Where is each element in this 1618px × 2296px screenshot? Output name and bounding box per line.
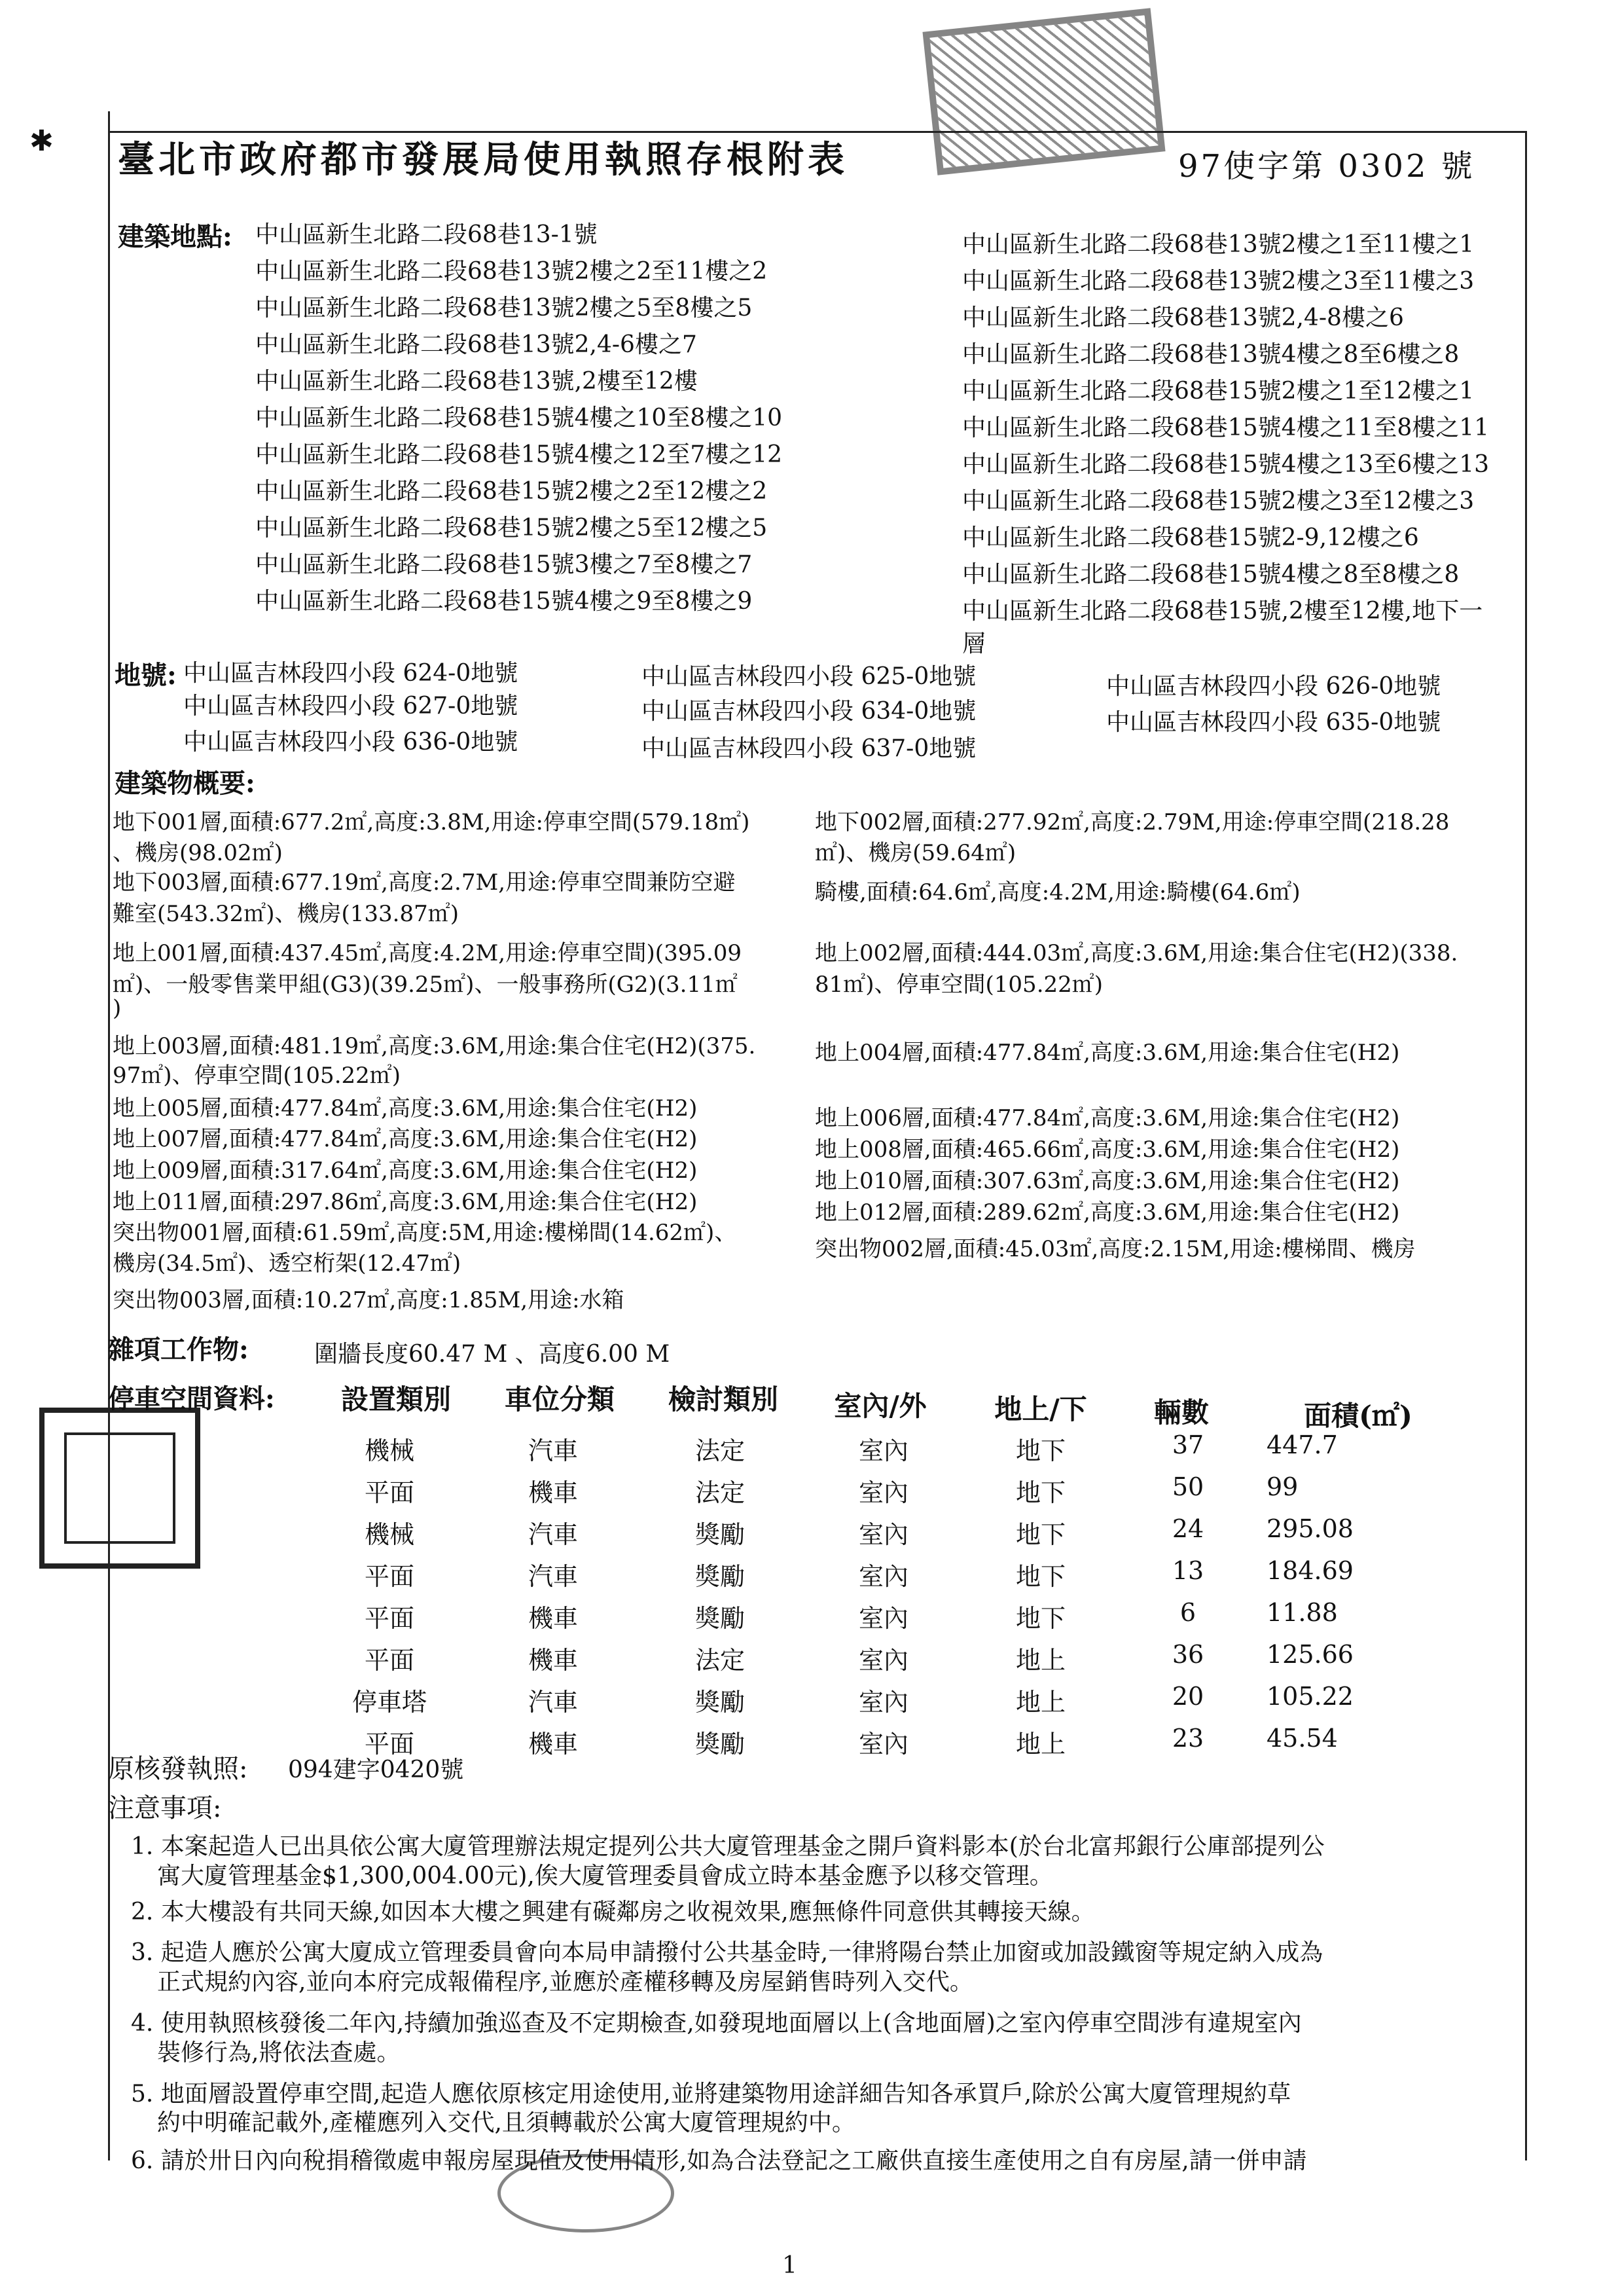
note-line: 正式規約內容,並向本府完成報備程序,並應於產權移轉及房屋銷售時列入交代。 <box>157 1969 973 1995</box>
address-line: 中山區新生北路二段68巷13號2,4-6樓之7 <box>255 331 697 358</box>
parking-cell: 獎勵 <box>694 1604 745 1633</box>
address-line: 中山區新生北路二段68巷13號2樓之5至8樓之5 <box>255 295 753 321</box>
parking-cell: 11.88 <box>1267 1598 1338 1627</box>
lot-label: 地號: <box>115 660 177 691</box>
parking-cell: 平面 <box>364 1646 414 1675</box>
address-line: 中山區新生北路二段68巷15號2樓之1至12樓之1 <box>962 378 1475 405</box>
signature-mark: ✱ <box>29 124 54 158</box>
address-line: 中山區新生北路二段68巷15號4樓之13至6樓之13 <box>962 451 1490 478</box>
address-line: 層 <box>962 630 986 657</box>
parking-cell: 獎勵 <box>694 1688 745 1717</box>
overview-line: 地上011層,面積:297.86㎡,高度:3.6M,用途:集合住宅(H2) <box>113 1189 698 1215</box>
notes-label: 注意事項: <box>108 1793 222 1823</box>
original-permit-label: 原核發執照: <box>108 1754 248 1784</box>
parking-header-cell: 檢討類別 <box>668 1383 778 1415</box>
address-line: 中山區新生北路二段68巷15號4樓之12至7樓之12 <box>255 441 783 468</box>
overview-line: 地上003層,面積:481.19㎡,高度:3.6M,用途:集合住宅(H2)(375. <box>113 1033 756 1059</box>
address-line: 中山區新生北路二段68巷13號2,4-8樓之6 <box>962 304 1404 331</box>
parking-cell: 地下 <box>1015 1604 1066 1633</box>
address-line: 中山區新生北路二段68巷13號2樓之2至11樓之2 <box>255 258 768 285</box>
parking-cell: 獎勵 <box>694 1520 745 1549</box>
parking-cell: 室內 <box>858 1604 908 1633</box>
overview-line: 地上005層,面積:477.84㎡,高度:3.6M,用途:集合住宅(H2) <box>113 1095 698 1121</box>
overview-line: 地上008層,面積:465.66㎡,高度:3.6M,用途:集合住宅(H2) <box>815 1137 1400 1163</box>
parking-header-cell: 室內/外 <box>834 1390 927 1422</box>
parking-cell: 地下 <box>1015 1436 1066 1465</box>
address-line: 中山區新生北路二段68巷15號3樓之7至8樓之7 <box>255 551 753 578</box>
overview-line: 難室(543.32㎡)、機房(133.87㎡) <box>113 901 459 927</box>
parking-cell: 24 <box>1172 1514 1204 1543</box>
parking-cell: 地上 <box>1015 1730 1066 1758</box>
parking-cell: 99 <box>1267 1472 1299 1501</box>
note-line: 1. 本案起造人已出具依公寓大廈管理辦法規定提列公共大廈管理基金之開戶資料影本(於台北富邦銀行公庫部提列公 <box>131 1833 1325 1860</box>
parking-cell: 機車 <box>528 1730 578 1758</box>
note-line: 6. 請於卅日內向稅捐稽徵處申報房屋現值及使用情形,如為合法登記之工廠供直接生產使用之自有房屋,請一併申請 <box>131 2147 1307 2174</box>
parking-cell: 汽車 <box>528 1688 578 1717</box>
address-line: 中山區新生北路二段68巷15號4樓之11至8樓之11 <box>962 414 1490 441</box>
address-line: 中山區新生北路二段68巷13號2樓之1至11樓之1 <box>962 231 1475 258</box>
parking-cell: 法定 <box>694 1436 745 1465</box>
note-line: 2. 本大樓設有共同天線,如因本大樓之興建有礙鄰房之收視效果,應無條件同意供其轉接天線。 <box>131 1899 1095 1925</box>
note-line: 4. 使用執照核發後二年內,持續加強巡查及不定期檢查,如發現地面層以上(含地面層)之室內停車空間涉有違規室內 <box>131 2010 1302 2037</box>
parking-cell: 平面 <box>364 1478 414 1507</box>
parking-cell: 184.69 <box>1267 1556 1354 1585</box>
parking-cell: 20 <box>1172 1682 1204 1711</box>
address-line: 中山區新生北路二段68巷15號4樓之10至8樓之10 <box>255 405 783 431</box>
parking-cell: 平面 <box>364 1562 414 1591</box>
overview-line: 地上006層,面積:477.84㎡,高度:3.6M,用途:集合住宅(H2) <box>815 1105 1400 1131</box>
overview-line: 騎樓,面積:64.6㎡,高度:4.2M,用途:騎樓(64.6㎡) <box>815 879 1301 905</box>
overview-line: 突出物001層,面積:61.59㎡,高度:5M,用途:樓梯間(14.62㎡)、 <box>113 1220 737 1246</box>
page-number: 1 <box>782 2252 797 2279</box>
parking-cell: 室內 <box>858 1730 908 1758</box>
parking-cell: 室內 <box>858 1688 908 1717</box>
misc-value: 圍牆長度60.47 M 、高度6.00 M <box>314 1341 670 1368</box>
parking-cell: 汽車 <box>528 1436 578 1465</box>
parking-cell: 室內 <box>858 1478 908 1507</box>
parking-header-cell: 車位分類 <box>504 1383 615 1415</box>
parking-cell: 平面 <box>364 1730 414 1758</box>
parking-cell: 45.54 <box>1267 1724 1338 1753</box>
address-line: 中山區新生北路二段68巷13號2樓之3至11樓之3 <box>962 268 1475 295</box>
overview-line: 、機房(98.02㎡) <box>113 840 283 866</box>
overview-line: 地上009層,面積:317.64㎡,高度:3.6M,用途:集合住宅(H2) <box>113 1157 698 1184</box>
parking-header-cell: 輛數 <box>1153 1396 1209 1429</box>
parking-cell: 法定 <box>694 1478 745 1507</box>
lot-number: 中山區吉林段四小段 634-0地號 <box>641 698 977 725</box>
parking-cell: 室內 <box>858 1562 908 1591</box>
overview-line: 地上001層,面積:437.45㎡,高度:4.2M,用途:停車空間)(395.09 <box>113 940 742 966</box>
address-line: 中山區新生北路二段68巷15號4樓之8至8樓之8 <box>962 561 1460 588</box>
note-line: 5. 地面層設置停車空間,起造人應依原核定用途使用,並將建築物用途詳細告知各承買戶,除於公寓大廈管理規約草 <box>131 2081 1291 2107</box>
lot-number: 中山區吉林段四小段 635-0地號 <box>1106 709 1441 736</box>
parking-header-cell: 面積(㎡) <box>1304 1400 1412 1432</box>
parking-label: 停車空間資料: <box>108 1383 275 1414</box>
note-line: 3. 起造人應於公寓大廈成立管理委員會向本局申請撥付公共基金時,一律將陽台禁止加窗或加設鐵窗等規定納入成為 <box>131 1939 1323 1966</box>
overview-line: 地上004層,面積:477.84㎡,高度:3.6M,用途:集合住宅(H2) <box>815 1040 1400 1066</box>
parking-cell: 機車 <box>528 1646 578 1675</box>
overview-line: ㎡)、機房(59.64㎡) <box>815 840 1016 866</box>
parking-header-cell: 設置類別 <box>340 1383 451 1415</box>
parking-cell: 13 <box>1172 1556 1204 1585</box>
misc-label: 雜項工作物: <box>108 1334 249 1365</box>
lot-number: 中山區吉林段四小段 636-0地號 <box>183 729 518 756</box>
overview-line: 地上012層,面積:289.62㎡,高度:3.6M,用途:集合住宅(H2) <box>815 1199 1400 1226</box>
parking-cell: 機車 <box>528 1478 578 1507</box>
address-line: 中山區新生北路二段68巷13-1號 <box>255 221 598 248</box>
top-seal-stamp <box>922 8 1165 175</box>
parking-cell: 機械 <box>364 1520 414 1549</box>
parking-cell: 室內 <box>858 1646 908 1675</box>
parking-cell: 125.66 <box>1267 1640 1354 1669</box>
lot-number: 中山區吉林段四小段 624-0地號 <box>183 660 518 687</box>
address-line: 中山區新生北路二段68巷15號2樓之2至12樓之2 <box>255 478 768 505</box>
parking-cell: 36 <box>1172 1640 1204 1669</box>
overview-line: 地下003層,面積:677.19㎡,高度:2.7M,用途:停車空間兼防空避 <box>113 869 736 896</box>
parking-cell: 37 <box>1172 1430 1204 1459</box>
parking-cell: 法定 <box>694 1646 745 1675</box>
parking-cell: 室內 <box>858 1520 908 1549</box>
parking-cell: 地上 <box>1015 1646 1066 1675</box>
lot-number: 中山區吉林段四小段 637-0地號 <box>641 735 977 762</box>
parking-cell: 獎勵 <box>694 1562 745 1591</box>
parking-cell: 105.22 <box>1267 1682 1354 1711</box>
frame-left-border <box>108 111 110 2160</box>
note-line: 寓大廈管理基金$1,300,004.00元),俟大廈管理委員會成立時本基金應予以移交管理。 <box>157 1863 1053 1889</box>
parking-header-cell: 地上/下 <box>994 1393 1087 1425</box>
address-line: 中山區新生北路二段68巷15號2樓之5至12樓之5 <box>255 515 768 541</box>
document-number: 97使字第 0302 號 <box>1178 148 1475 185</box>
parking-cell: 447.7 <box>1267 1430 1338 1459</box>
overview-line: 97㎡)、停車空間(105.22㎡) <box>113 1063 401 1089</box>
overview-label: 建築物概要: <box>115 768 255 799</box>
lot-number: 中山區吉林段四小段 627-0地號 <box>183 693 518 720</box>
parking-cell: 地下 <box>1015 1562 1066 1591</box>
parking-cell: 295.08 <box>1267 1514 1354 1543</box>
page-title: 臺北市政府都市發展局使用執照存根附表 <box>118 138 848 181</box>
parking-cell: 獎勵 <box>694 1730 745 1758</box>
parking-cell: 50 <box>1172 1472 1204 1501</box>
parking-cell: 地下 <box>1015 1478 1066 1507</box>
note-line: 約中明確記載外,產權應列入交代,且須轉載於公寓大廈管理規約中。 <box>157 2109 855 2136</box>
parking-cell: 機械 <box>364 1436 414 1465</box>
address-line: 中山區新生北路二段68巷15號4樓之9至8樓之9 <box>255 588 753 615</box>
overview-line: 機房(34.5㎡)、透空桁架(12.47㎡) <box>113 1250 461 1277</box>
address-line: 中山區新生北路二段68巷15號2樓之3至12樓之3 <box>962 488 1475 515</box>
parking-cell: 停車塔 <box>351 1688 427 1717</box>
original-permit-value: 094建字0420號 <box>288 1757 464 1783</box>
overview-line: 81㎡)、停車空間(105.22㎡) <box>815 972 1104 998</box>
parking-cell: 室內 <box>858 1436 908 1465</box>
address-line: 中山區新生北路二段68巷13號4樓之8至6樓之8 <box>962 341 1460 368</box>
overview-line: ㎡)、一般零售業甲組(G3)(39.25㎡)、一般事務所(G2)(3.11㎡ <box>113 972 738 998</box>
address-line: 中山區新生北路二段68巷15號,2樓至12樓,地下一 <box>962 598 1483 625</box>
parking-cell: 23 <box>1172 1724 1204 1753</box>
parking-cell: 機車 <box>528 1604 578 1633</box>
address-line: 中山區新生北路二段68巷15號2-9,12樓之6 <box>962 524 1419 551</box>
overview-line: 地上007層,面積:477.84㎡,高度:3.6M,用途:集合住宅(H2) <box>113 1126 698 1152</box>
overview-line: 地下002層,面積:277.92㎡,高度:2.79M,用途:停車空間(218.28 <box>815 809 1450 835</box>
lot-number: 中山區吉林段四小段 625-0地號 <box>641 663 977 690</box>
parking-cell: 6 <box>1179 1598 1196 1627</box>
note-line: 裝修行為,將依法查處。 <box>157 2039 401 2066</box>
parking-cell: 汽車 <box>528 1562 578 1591</box>
address-line: 中山區新生北路二段68巷13號,2樓至12樓 <box>255 368 698 395</box>
frame-right-border <box>1525 131 1527 2160</box>
address-label: 建築地點: <box>118 221 232 252</box>
overview-line: 地上010層,面積:307.63㎡,高度:3.6M,用途:集合住宅(H2) <box>815 1168 1400 1194</box>
overview-line: ) <box>113 995 122 1021</box>
side-seal-stamp <box>39 1408 200 1569</box>
lot-number: 中山區吉林段四小段 626-0地號 <box>1106 673 1441 700</box>
overview-line: 突出物003層,面積:10.27㎡,高度:1.85M,用途:水箱 <box>113 1287 624 1313</box>
overview-line: 突出物002層,面積:45.03㎡,高度:2.15M,用途:樓梯間、機房 <box>815 1236 1416 1262</box>
parking-cell: 平面 <box>364 1604 414 1633</box>
parking-cell: 汽車 <box>528 1520 578 1549</box>
overview-line: 地上002層,面積:444.03㎡,高度:3.6M,用途:集合住宅(H2)(338. <box>815 940 1458 966</box>
overview-line: 地下001層,面積:677.2㎡,高度:3.8M,用途:停車空間(579.18㎡) <box>113 809 750 835</box>
parking-cell: 地上 <box>1015 1688 1066 1717</box>
parking-cell: 地下 <box>1015 1520 1066 1549</box>
